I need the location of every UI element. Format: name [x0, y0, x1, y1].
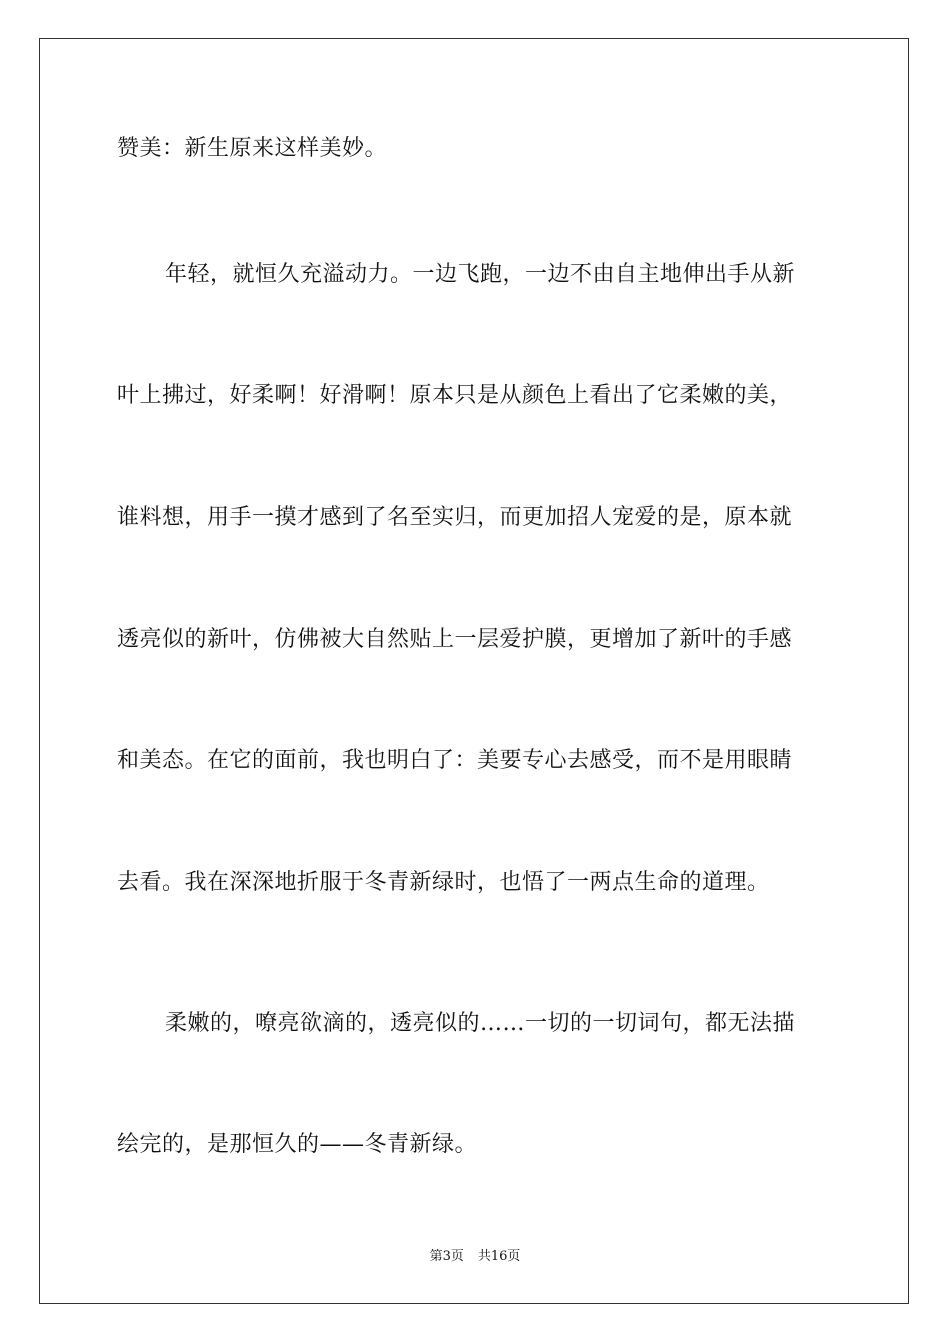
- paragraph-start-line: 柔嫩的，嘹亮欲滴的，透亮似的……一切的一切词句，都无法描: [165, 1011, 796, 1036]
- paragraph-start-line: 年轻，就恒久充溢动力。一边飞跑，一边不由自主地伸出手从新: [165, 262, 796, 287]
- text-line: 去看。我在深深地折服于冬青新绿时，也悟了一两点生命的道理。: [117, 870, 770, 895]
- text-line: 赞美：新生原来这样美妙。: [117, 136, 388, 161]
- text-line: 谁料想，用手一摸才感到了名至实归，而更加招人宠爱的是，原本就: [117, 505, 793, 530]
- page-total: 共16页: [477, 1249, 521, 1264]
- text-line: 叶上拂过，好柔啊！好滑啊！原本只是从颜色上看出了它柔嫩的美，: [117, 383, 793, 408]
- text-line: 透亮似的新叶，仿佛被大自然贴上一层爱护膜，更增加了新叶的手感: [117, 627, 793, 652]
- text-line: 绘完的，是那恒久的——冬青新绿。: [117, 1132, 478, 1157]
- page-border: [39, 38, 909, 1304]
- page-number: 第3页: [429, 1249, 464, 1264]
- text-line: 和美态。在它的面前，我也明白了：美要专心去感受，而不是用眼睛: [117, 748, 793, 773]
- page-footer: [0, 1248, 950, 1266]
